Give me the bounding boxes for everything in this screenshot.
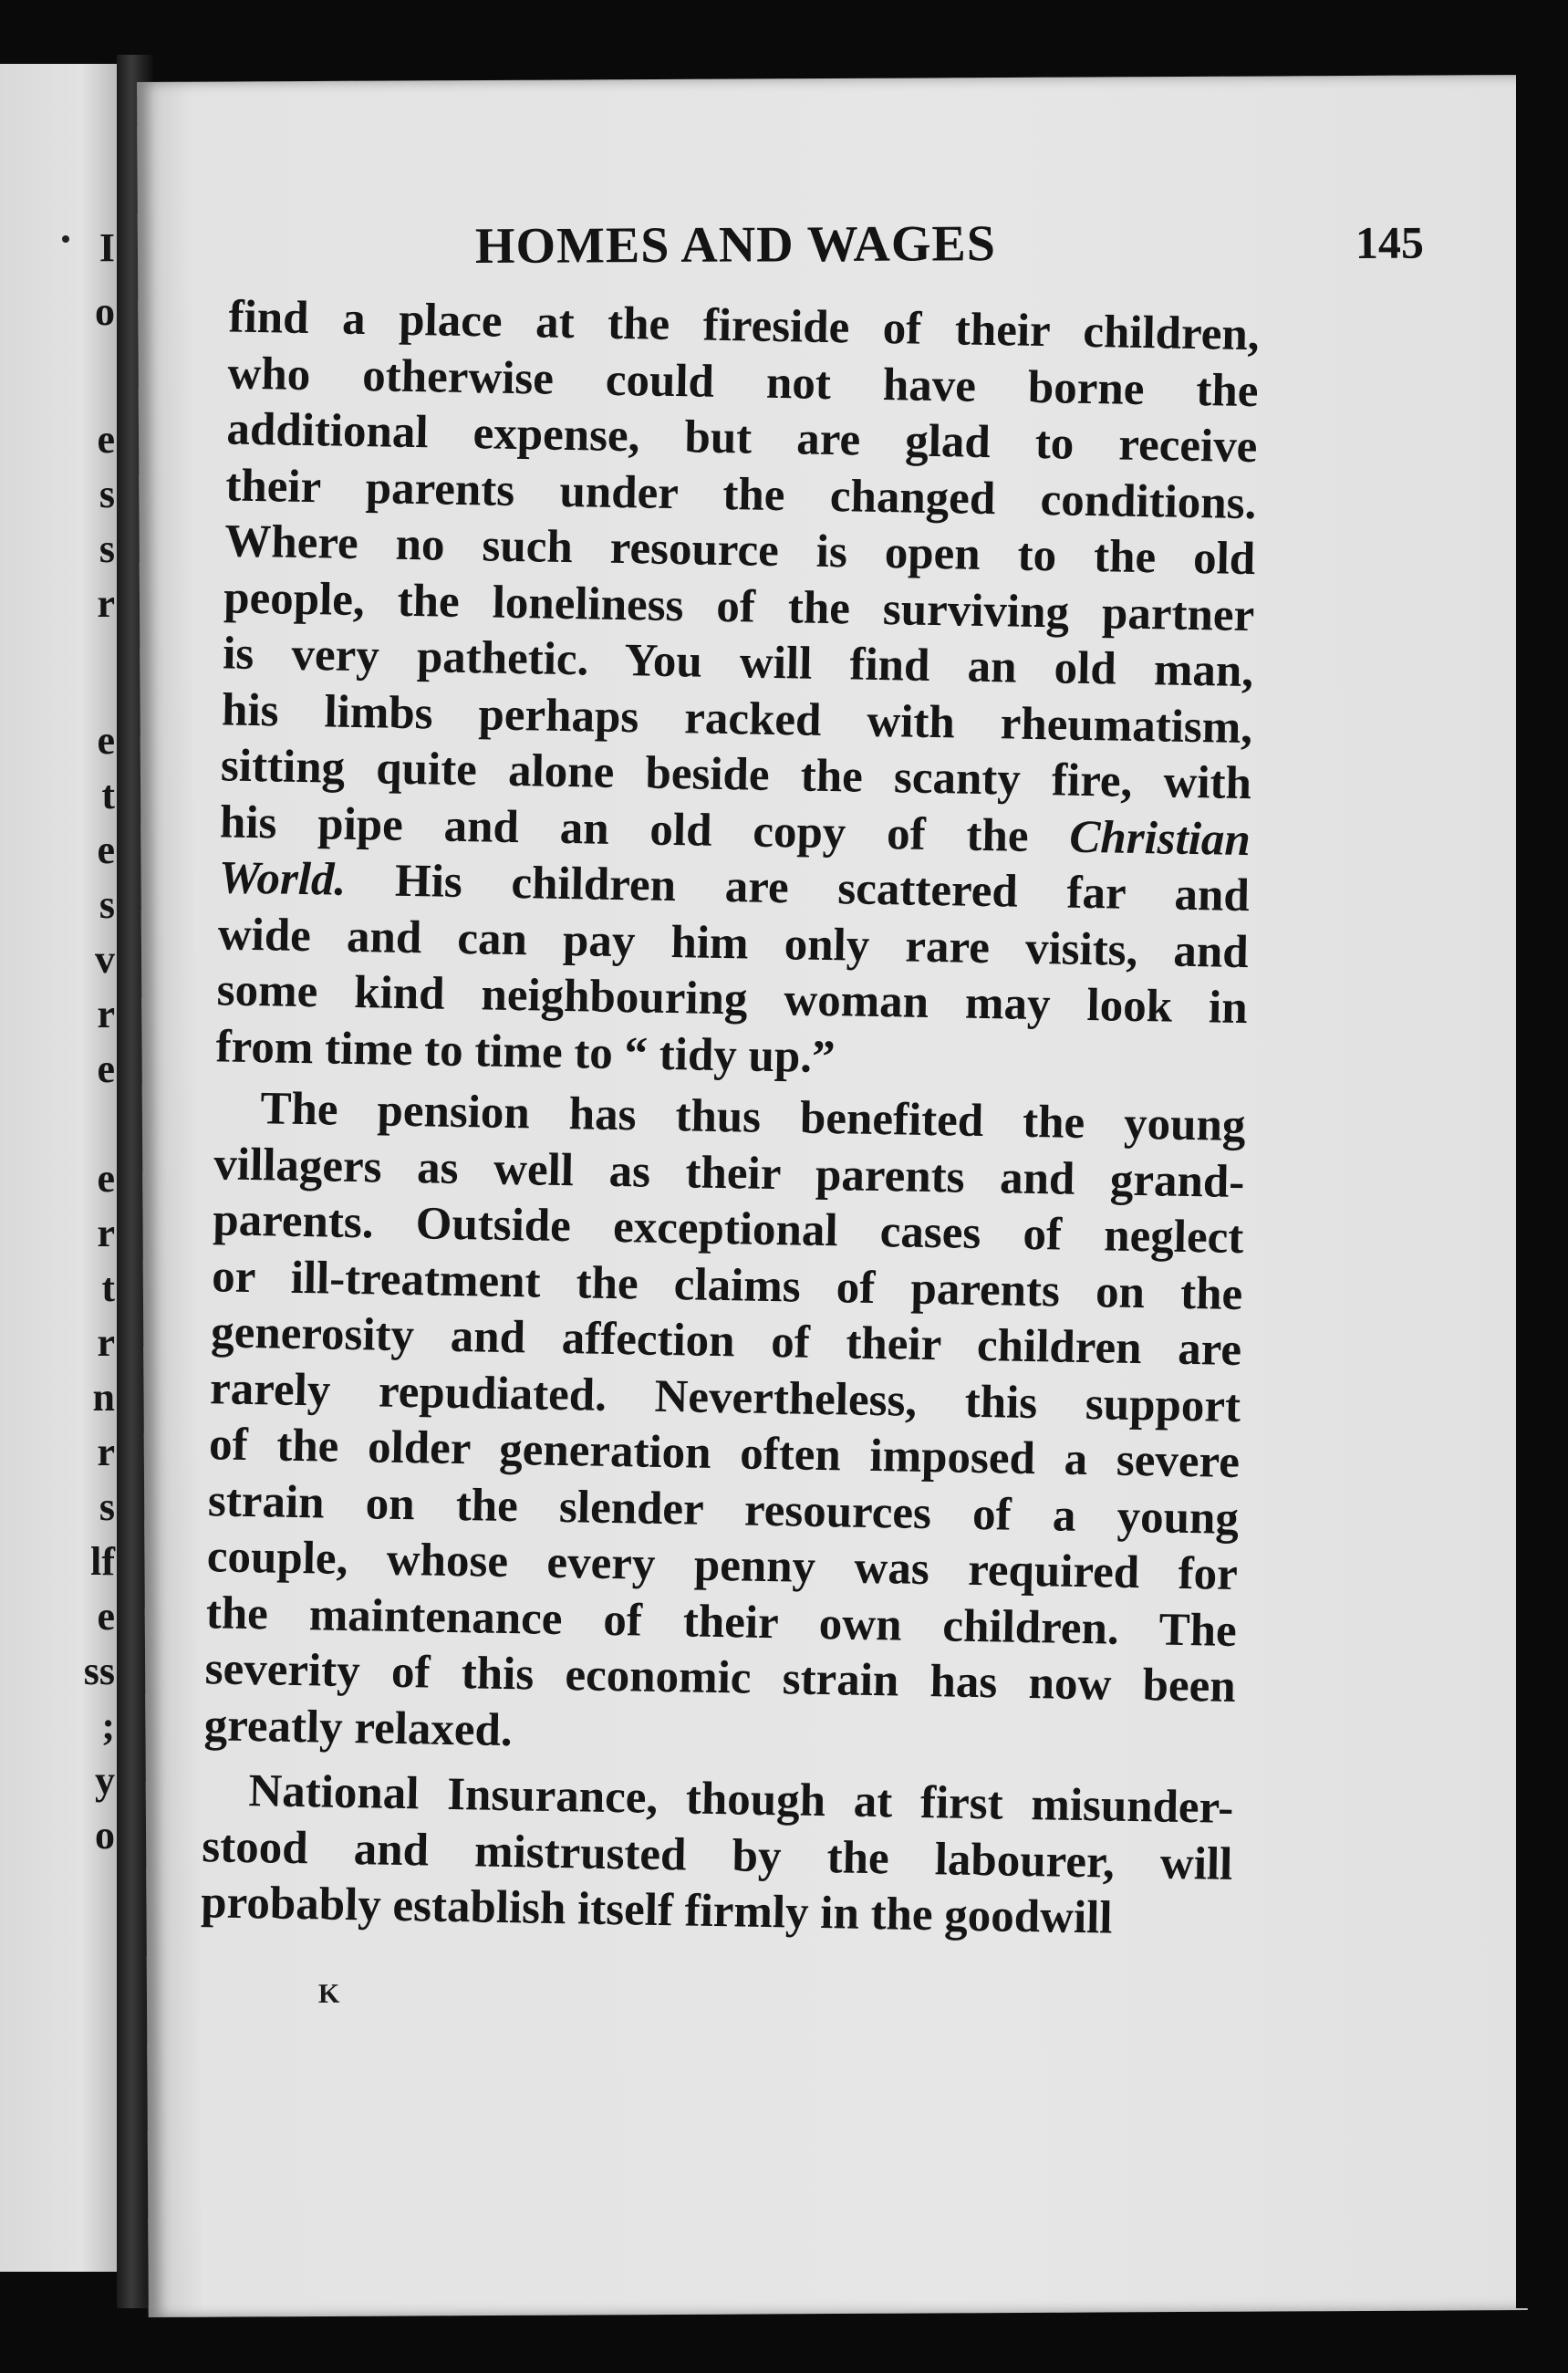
facing-page-text-fragment: e [97, 1594, 115, 1639]
facing-page-text-fragment: s [99, 526, 115, 571]
facing-page-text-fragment: o [95, 289, 115, 334]
facing-page-text-fragment: e [97, 417, 115, 462]
text-line: their parents under the changed conditions. [224, 459, 1257, 529]
facing-page-text-fragment: s [99, 1484, 115, 1529]
facing-page-text-fragment: v [95, 937, 115, 982]
text-line: stood and mistrusted by the labourer, will [201, 1820, 1233, 1890]
facing-page-text-fragment: r [97, 1430, 115, 1474]
text-line: who otherwise could not have borne the [227, 347, 1259, 417]
paragraph [203, 1080, 1246, 1772]
signature-mark: K [317, 1978, 340, 2009]
facing-page-text-fragment: r [97, 992, 115, 1036]
facing-page-text-fragment: r [97, 1211, 115, 1255]
text-line: villagers as well as their parents and grand- [213, 1138, 1245, 1208]
facing-page-text-fragment: e [97, 1046, 115, 1091]
text-line: Where no such resource is open to the old [223, 515, 1256, 586]
text-line: his limbs perhaps racked with rheumatism, [221, 683, 1253, 754]
text-line: parents. Outside exceptional cases of neglect [212, 1194, 1244, 1265]
paragraph [201, 1763, 1234, 1949]
facing-page-text-fragment: r [97, 1320, 115, 1365]
text-line: National Insurance, though at first misunder- [247, 1765, 1234, 1834]
facing-page-text-fragment: s [99, 882, 115, 927]
page-number: 145 [1355, 216, 1425, 269]
running-head [475, 213, 1424, 281]
facing-page-text-fragment: ss [83, 1649, 115, 1693]
facing-page-fragment [0, 64, 117, 2272]
facing-page-text-fragment: t [101, 1265, 115, 1310]
text-line: World. His children are scattered far and [218, 852, 1251, 922]
facing-page-text-fragment: r [97, 581, 115, 626]
facing-page-text-fragment: e [97, 827, 115, 872]
text-line: severity of this economic strain has now been [204, 1643, 1237, 1712]
text-line: wide and can pay him only rare visits, and [217, 908, 1250, 978]
text-line: some kind neighbouring woman may look in [216, 964, 1249, 1035]
facing-page-text-fragment: lf [90, 1539, 115, 1584]
facing-page-text-fragment: e [97, 1156, 115, 1201]
paragraph [215, 289, 1260, 1093]
text-line: his pipe and an old copy of the Christian [219, 796, 1251, 866]
text-line: The pension has thus benefited the young [260, 1083, 1246, 1152]
text-line: from time to time to “ tidy up.” [215, 1020, 836, 1083]
text-line: rarely repudiated. Nevertheless, this support [209, 1362, 1241, 1432]
text-line: greatly relaxed. [203, 1699, 514, 1756]
facing-page-text-fragment: y [95, 1758, 115, 1803]
text-line: sitting quite alone beside the scanty fire, with [220, 740, 1252, 810]
text-line: generosity and affection of their children are [210, 1306, 1242, 1377]
text-line: of the older generation often imposed a severe [208, 1419, 1241, 1488]
text-line: the maintenance of their own children. The [205, 1587, 1238, 1657]
facing-page-text-fragment: s [99, 472, 115, 516]
facing-page-text-fragment: n [92, 1375, 115, 1420]
text-line: couple, whose every penny was required for [206, 1531, 1239, 1600]
body-text [201, 289, 1260, 1949]
running-title: HOMES AND WAGES [474, 215, 997, 276]
text-line: is very pathetic. You will find an old man, [222, 628, 1254, 698]
facing-page-text-fragment: e [97, 718, 115, 763]
dust-speck [62, 235, 69, 243]
text-line: additional expense, but are glad to receive [226, 403, 1258, 474]
text-line: find a place at the fireside of their children, [228, 291, 1260, 361]
facing-page-text-fragment: I [99, 225, 115, 270]
facing-page-text-fragment: ; [101, 1703, 115, 1748]
text-line: or ill-treatment the claims of parents on the [211, 1250, 1243, 1320]
facing-page-text-fragment: t [101, 773, 115, 817]
book-page [137, 75, 1528, 2317]
text-line: people, the loneliness of the surviving partner [223, 571, 1255, 641]
text-line: probably establish itself firmly in the goodwill [200, 1877, 1113, 1944]
facing-page-text-fragment: o [95, 1813, 115, 1858]
scan-border [1516, 82, 1568, 2308]
text-line: strain on the slender resources of a young [207, 1474, 1240, 1545]
